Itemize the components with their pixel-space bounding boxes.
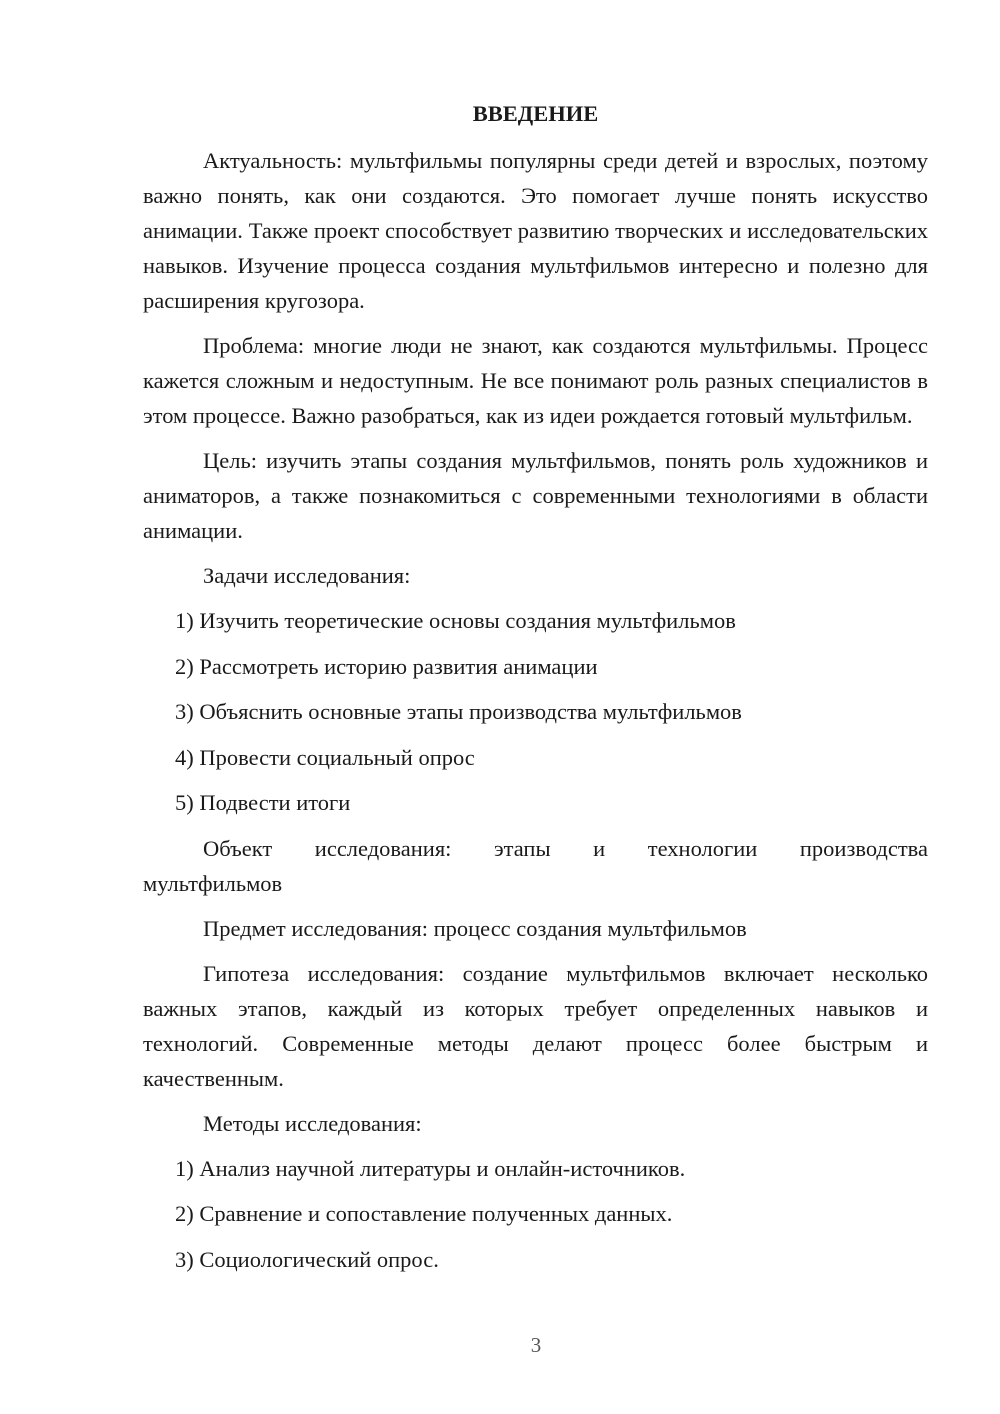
hypothesis-paragraph: Гипотеза исследования: создание мультфильмов включает несколько важных этапов, каждый из которых требует определенных навыков и технологий. Современные методы делают процесс более быстрым и качественным. (143, 960, 928, 1091)
methods-list (143, 1151, 928, 1277)
page-number: 3 (530, 1333, 542, 1357)
list-item: 3) Социологический опрос. (175, 1246, 439, 1272)
list-item: 3) Объяснить основные этапы производства мультфильмов (175, 699, 742, 724)
object-line-2: мультфильмов (143, 870, 283, 896)
list-item: 2) Рассмотреть историю развития анимации (175, 653, 598, 679)
goal-paragraph: Цель: изучить этапы создания мультфильмов, понять роль художников и аниматоров, а также познакомиться с современными технологиями в области анимации. (143, 448, 928, 543)
page-body (143, 96, 928, 1287)
subject-paragraph: Предмет исследования: процесс создания мультфильмов (203, 915, 747, 941)
tasks-list (143, 603, 928, 820)
section-title: ВВЕДЕНИЕ (472, 101, 599, 126)
methods-heading: Методы исследования: (203, 1110, 422, 1136)
problem-paragraph: Проблема: многие люди не знают, как создаются мультфильмы. Процесс кажется сложным и недоступным. Не все понимают роль разных специалистов в этом процессе. Важно разобраться, как из идеи рождается готовый мультфильм. (143, 333, 928, 428)
list-item: 5) Подвести итоги (175, 790, 351, 815)
list-item: 2) Сравнение и сопоставление полученных данных. (175, 1201, 673, 1226)
object-line-1: Объект исследования: этапы и технологии производства (203, 835, 928, 861)
list-item: 4) Провести социальный опрос (175, 744, 475, 770)
tasks-heading: Задачи исследования: (203, 563, 411, 588)
list-item: 1) Изучить теоретические основы создания мультфильмов (175, 608, 736, 633)
relevance-paragraph: Актуальность: мультфильмы популярны среди детей и взрослых, поэтому важно понять, как они создаются. Это помогает лучше понять искусство анимации. Также проект способствует развитию творческих и исследовательских навыков. Изучение процесса создания мультфильмов интересно и полезно для расширения кругозора. (143, 148, 928, 313)
object-paragraph (143, 831, 928, 901)
list-item: 1) Анализ научной литературы и онлайн-источников. (175, 1155, 686, 1181)
